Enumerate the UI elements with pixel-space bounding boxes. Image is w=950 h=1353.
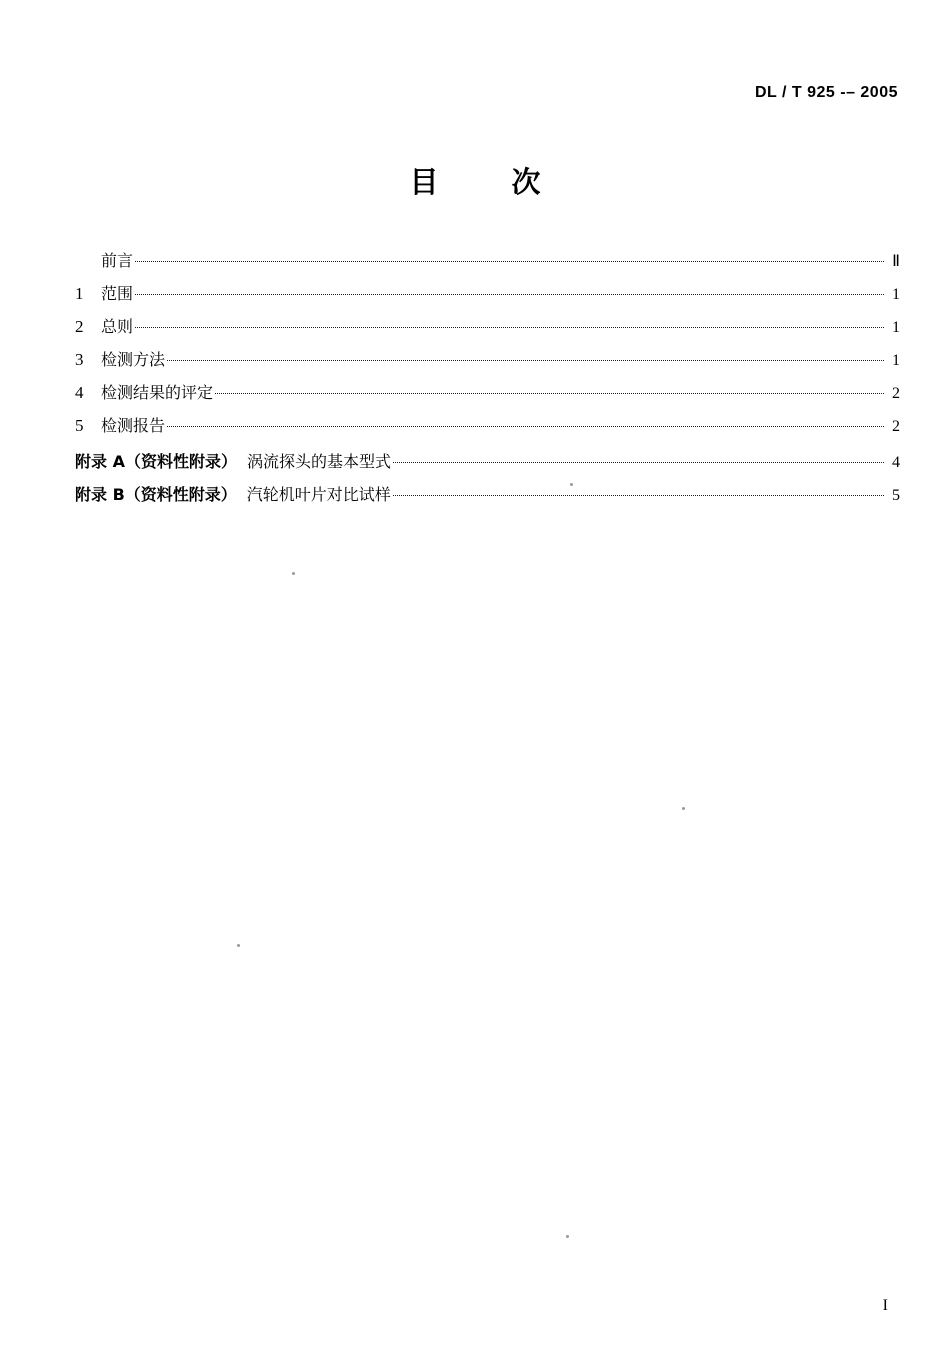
toc-entry[interactable] xyxy=(75,415,900,437)
toc-entry-number: 3 xyxy=(75,350,84,369)
toc-leader-dots xyxy=(135,283,884,299)
toc-entry[interactable] xyxy=(75,250,900,272)
toc-entry-sublabel: 涡流探头的基本型式 xyxy=(246,452,391,471)
toc-entry[interactable] xyxy=(75,349,900,371)
toc-leader-dots xyxy=(393,451,884,467)
toc-entry-sublabel: 汽轮机叶片对比试样 xyxy=(246,485,391,504)
toc-entry-number: 1 xyxy=(75,284,84,303)
toc-entry-page: 4 xyxy=(892,454,900,471)
scan-speck xyxy=(566,1235,569,1238)
toc-entry-number: 4 xyxy=(75,383,84,402)
toc-entry[interactable] xyxy=(75,283,900,305)
scan-speck xyxy=(570,483,573,486)
standard-code-header: DL / T 925 -– 2005 xyxy=(755,84,898,101)
toc-leader-dots xyxy=(135,250,884,266)
toc-entry-page: 1 xyxy=(892,319,900,336)
toc-entry-label: 检测结果的评定 xyxy=(101,383,214,402)
toc-entry[interactable] xyxy=(75,382,900,404)
toc-entry-label: 前言 xyxy=(101,251,134,270)
footer-page-number: I xyxy=(882,1297,888,1314)
toc-leader-dots xyxy=(135,316,884,332)
toc-entry-label: 总则 xyxy=(101,317,134,336)
scan-speck xyxy=(292,572,295,575)
toc-entry-label: 附录 A（资料性附录） xyxy=(75,452,237,471)
toc-entry-label: 附录 B（资料性附录） xyxy=(75,485,237,504)
toc-entry-page: 1 xyxy=(892,352,900,369)
toc-entry-page: 2 xyxy=(892,385,900,402)
toc-entry-label: 检测报告 xyxy=(101,416,166,435)
toc-leader-dots xyxy=(167,349,884,365)
toc-entry-appendix-b[interactable] xyxy=(75,484,900,506)
toc-entry-label: 范围 xyxy=(101,284,134,303)
toc-leader-dots xyxy=(215,382,884,398)
page-title: 目 次 xyxy=(409,165,563,199)
scan-speck xyxy=(237,944,240,947)
toc-leader-dots xyxy=(167,415,884,431)
toc-entry-page: 2 xyxy=(892,418,900,435)
toc-leader-dots xyxy=(393,484,884,500)
toc-entry-number: 5 xyxy=(75,416,84,435)
toc-entry-page: 5 xyxy=(892,487,900,504)
toc-entry-label: 检测方法 xyxy=(101,350,166,369)
toc-entry-page: Ⅱ xyxy=(892,253,900,270)
toc-entry-page: 1 xyxy=(892,286,900,303)
table-of-contents xyxy=(75,250,900,517)
toc-entry-number: 2 xyxy=(75,317,84,336)
scan-speck xyxy=(682,807,685,810)
toc-entry-appendix-a[interactable] xyxy=(75,451,900,473)
toc-entry[interactable] xyxy=(75,316,900,338)
